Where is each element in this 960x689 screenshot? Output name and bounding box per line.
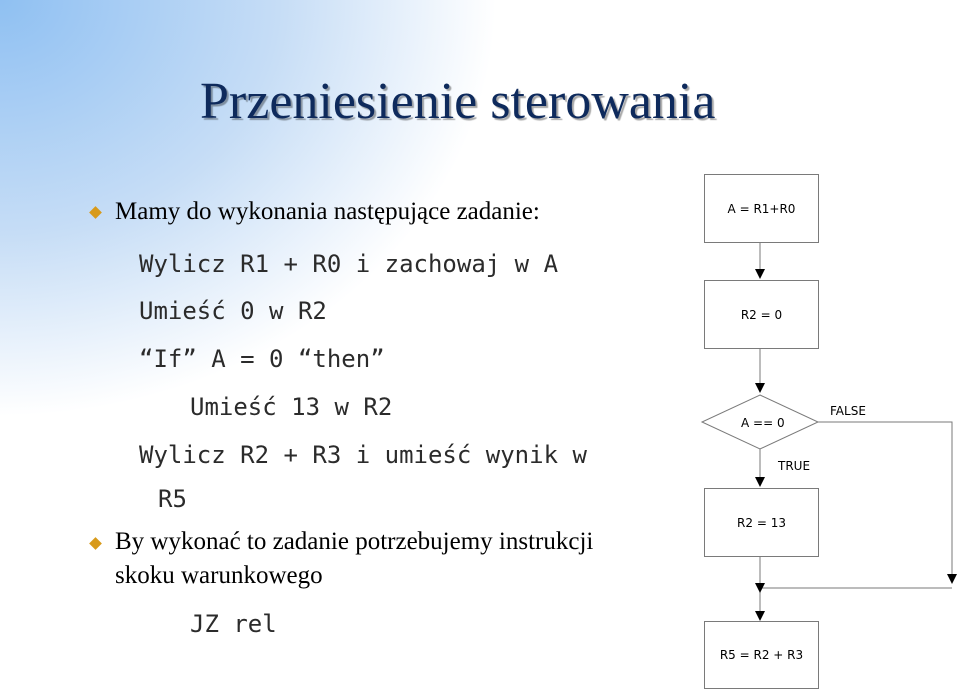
- slide-title: Przeniesienie sterowania: [200, 73, 716, 130]
- connector-false-branch: [818, 422, 952, 575]
- flow-box-r5-sum-label: R5 = R2 + R3: [719, 648, 804, 662]
- true-label: TRUE: [778, 459, 811, 473]
- code-line-5: Wylicz R2 + R3 i umieść wynik w: [139, 441, 587, 469]
- code-line-4: Umieść 13 w R2: [190, 393, 393, 421]
- arrow-head-icon: [755, 383, 765, 393]
- flow-box-r2-zero-label: R2 = 0: [740, 307, 783, 322]
- bullet-jump-line1: By wykonać to zadanie potrzebujemy instrukcji: [115, 528, 594, 555]
- bullet-jump-line2: skoku warunkowego: [115, 562, 323, 589]
- jz-code: JZ rel: [190, 610, 277, 638]
- flow-box-r2-zero: [704, 280, 819, 349]
- code-line-6: R5: [158, 485, 187, 513]
- decision-label: A == 0: [741, 416, 785, 430]
- false-label: FALSE: [830, 404, 866, 418]
- arrow-head-icon: [755, 477, 765, 487]
- flow-box-r5-sum: [704, 621, 819, 689]
- arrow-head-icon: [755, 611, 765, 621]
- flow-box-sum: [704, 174, 819, 243]
- flow-box-r2-thirteen-label: R2 = 13: [737, 515, 786, 530]
- flow-box-sum-label: A = R1+R0: [727, 201, 796, 216]
- arrow-head-icon: [755, 269, 765, 279]
- bullet-task-intro: Mamy do wykonania następujące zadanie:: [115, 198, 540, 225]
- code-line-2: Umieść 0 w R2: [139, 297, 327, 325]
- arrow-head-icon: [947, 574, 957, 584]
- flow-box-r2-thirteen: [704, 488, 819, 557]
- code-line-3: “If” A = 0 “then”: [139, 345, 385, 373]
- code-line-1: Wylicz R1 + R0 i zachowaj w A: [139, 250, 559, 278]
